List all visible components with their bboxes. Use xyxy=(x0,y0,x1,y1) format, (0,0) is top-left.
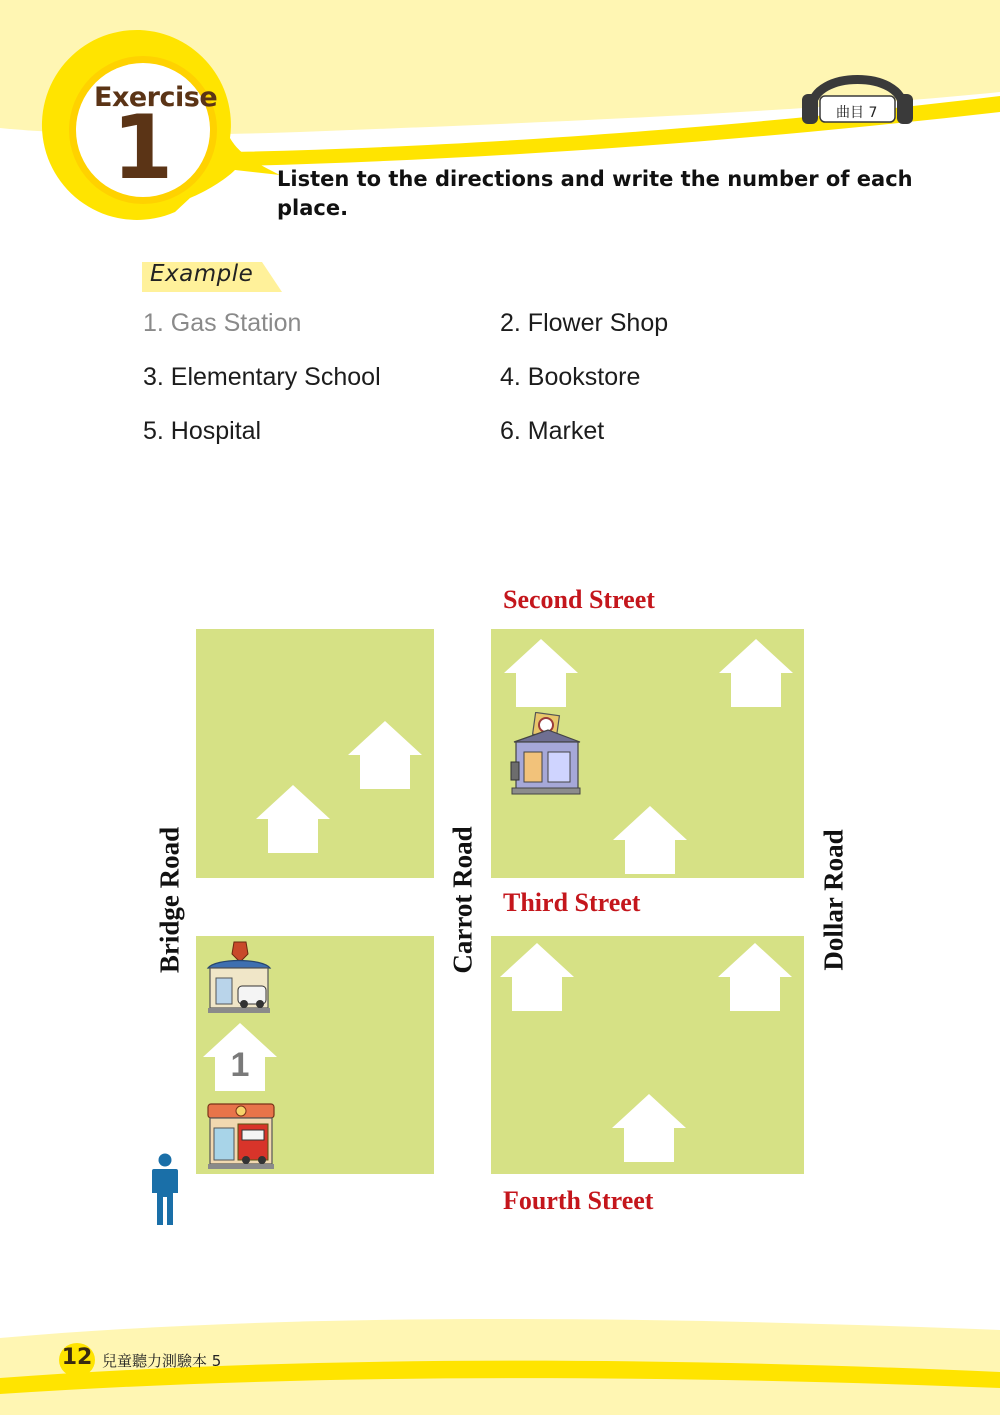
person-icon xyxy=(150,1153,180,1225)
exercise-label: Exercise xyxy=(94,82,218,113)
street-label-third: Third Street xyxy=(503,888,641,917)
option-hospital: 5. Hospital xyxy=(143,417,262,445)
street-label-second: Second Street xyxy=(503,585,655,614)
police-station-icon xyxy=(206,940,272,1014)
book-title: 兒童聽力測驗本 5 xyxy=(102,1352,222,1370)
road-label-carrot: Carrot Road xyxy=(447,826,478,974)
option-market: 6. Market xyxy=(500,417,605,445)
fire-station-icon xyxy=(206,1100,276,1170)
house-icon xyxy=(613,806,687,874)
example-tag: Example xyxy=(150,261,254,287)
option-bookstore: 4. Bookstore xyxy=(500,363,641,391)
road-label-dollar: Dollar Road xyxy=(818,829,849,971)
house-icon xyxy=(504,639,578,707)
exercise-number: 1 xyxy=(112,96,174,199)
house-icon xyxy=(719,639,793,707)
street-label-fourth: Fourth Street xyxy=(503,1186,654,1215)
option-flower-shop: 2. Flower Shop xyxy=(500,309,669,337)
example-answer-number: 1 xyxy=(230,1046,250,1084)
music-store-icon xyxy=(508,712,582,796)
page-number: 12 xyxy=(61,1345,93,1370)
option-elementary-school: 3. Elementary School xyxy=(143,363,381,391)
house-icon xyxy=(612,1094,686,1162)
house-icon xyxy=(718,943,792,1011)
road-label-bridge: Bridge Road xyxy=(154,826,185,974)
instruction-text: Listen to the directions and write the number of each place. xyxy=(277,167,913,220)
house-icon xyxy=(256,785,330,853)
track-label: 曲目 7 xyxy=(836,105,878,121)
house-icon xyxy=(348,721,422,789)
house-icon xyxy=(500,943,574,1011)
option-gas-station: 1. Gas Station xyxy=(143,309,302,337)
